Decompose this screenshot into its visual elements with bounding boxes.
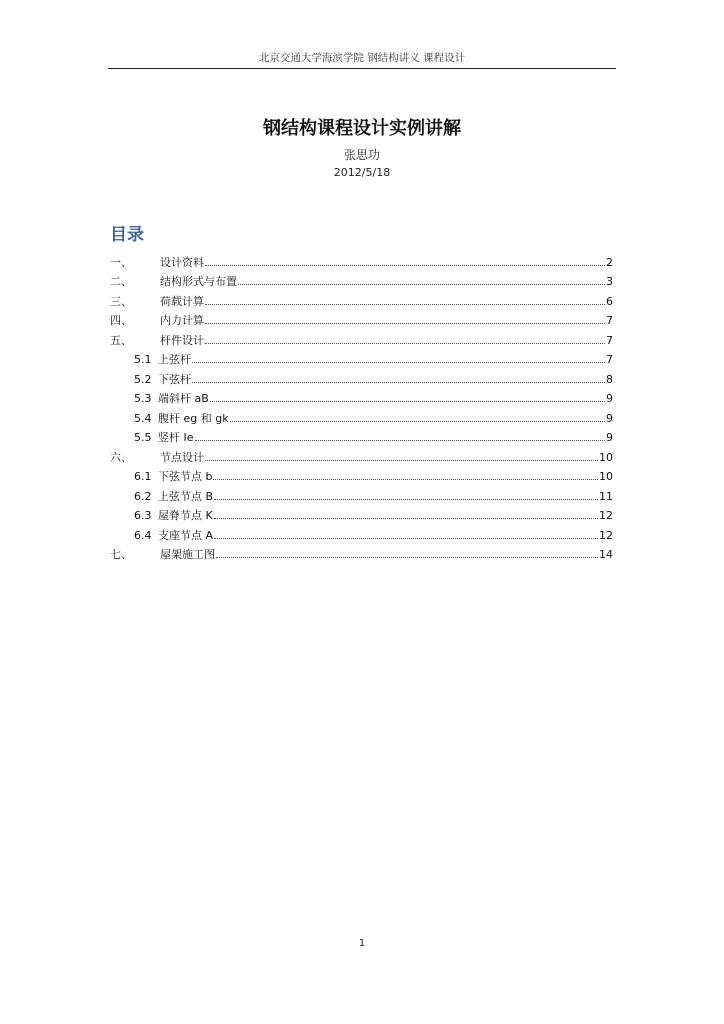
toc-entry-page: 10	[599, 450, 613, 464]
toc-dot-leader	[216, 557, 598, 558]
toc-entry-6-3[interactable]	[110, 503, 613, 523]
toc-entry-number: 5.4	[134, 411, 152, 425]
page-header: 北京交通大学海滨学院 钢结构讲义 课程设计	[258, 52, 466, 64]
toc-entry-number: 一、	[110, 255, 132, 269]
toc-entry-number: 5.1	[134, 353, 152, 366]
toc-entry-page: 7	[606, 333, 613, 347]
toc-entry-4[interactable]	[110, 308, 613, 328]
header-rule	[108, 68, 616, 69]
toc-entry-number: 四、	[110, 314, 132, 327]
toc-entry-2[interactable]	[110, 269, 613, 289]
toc-entry-label: 设计资料	[160, 255, 204, 269]
toc-dot-leader	[210, 401, 605, 402]
toc-entry-label: 内力计算	[160, 314, 204, 327]
toc-entry-7[interactable]	[110, 542, 613, 562]
toc-entry-number: 三、	[110, 294, 132, 308]
toc-dot-leader	[205, 323, 605, 324]
toc-entry-label: 支座节点 A	[158, 528, 214, 542]
toc-entry-page: 2	[606, 255, 613, 269]
toc-dot-leader	[230, 421, 605, 422]
toc-dot-leader	[205, 304, 605, 305]
toc-entry-6-2[interactable]	[110, 483, 613, 503]
toc-entry-label: 下弦杆	[158, 372, 191, 386]
toc-entry-label: 腹杆 eg 和 gk	[158, 411, 229, 425]
toc-entry-label: 屋架施工图	[160, 548, 215, 561]
toc-entry-number: 五、	[110, 333, 132, 347]
toc-entry-page: 8	[606, 372, 613, 386]
toc-entry-5-5[interactable]	[110, 425, 613, 445]
toc-entry-label: 屋脊节点 K	[158, 509, 213, 522]
toc-entry-number: 6.4	[134, 528, 152, 542]
toc-entry-label: 上弦杆	[158, 353, 191, 366]
toc-entry-label: 杆件设计	[160, 333, 204, 347]
toc-entry-label: 节点设计	[160, 450, 204, 464]
toc-entry-page: 9	[606, 392, 613, 405]
toc-entry-page: 9	[606, 431, 613, 444]
toc-entry-page: 3	[606, 275, 613, 288]
toc-entry-5-4[interactable]	[110, 405, 613, 425]
toc-dot-leader	[205, 265, 605, 266]
page-number: 1	[358, 938, 366, 949]
toc-entry-page: 7	[606, 314, 613, 327]
toc-entry-number: 5.5	[134, 431, 152, 444]
toc-entry-page: 12	[599, 528, 613, 542]
toc-dot-leader	[195, 440, 605, 441]
toc-dot-leader	[205, 460, 598, 461]
toc-dot-leader	[214, 518, 598, 519]
toc-entry-number: 七、	[110, 548, 132, 561]
document-author: 张思功	[343, 148, 380, 162]
toc-entry-page: 6	[606, 294, 613, 308]
toc-dot-leader	[214, 499, 598, 500]
toc-entry-6-4[interactable]	[110, 522, 613, 542]
toc-entry-5-3[interactable]	[110, 386, 613, 406]
toc-entry-number: 5.3	[134, 392, 152, 405]
toc-dot-leader	[192, 362, 605, 363]
toc-dot-leader	[192, 382, 605, 383]
document-date: 2012/5/18	[333, 166, 391, 179]
toc-entry-page: 14	[599, 548, 613, 561]
toc-entry-page: 11	[599, 489, 613, 503]
toc-dot-leader	[238, 284, 605, 285]
toc-entry-5-2[interactable]	[110, 366, 613, 386]
toc-entry-number: 6.2	[134, 489, 152, 503]
toc-entry-number: 二、	[110, 275, 132, 288]
toc-entry-5-1[interactable]	[110, 347, 613, 367]
toc-heading: 目录	[110, 225, 144, 245]
toc-entry-label: 下弦节点 b	[158, 470, 213, 483]
toc-entry-number: 6.1	[134, 470, 152, 483]
toc-entry-1[interactable]	[110, 249, 613, 269]
toc-entry-number: 5.2	[134, 372, 152, 386]
toc-entry-label: 荷载计算	[160, 294, 204, 308]
toc-dot-leader	[205, 343, 605, 344]
toc-dot-leader	[214, 538, 598, 539]
toc-entry-number: 六、	[110, 450, 132, 464]
toc-entry-page: 9	[606, 411, 613, 425]
toc-entry-page: 10	[599, 470, 613, 483]
toc-entry-number: 6.3	[134, 509, 152, 522]
toc-entry-6[interactable]	[110, 444, 613, 464]
table-of-contents	[110, 249, 613, 561]
toc-entry-3[interactable]	[110, 288, 613, 308]
toc-entry-page: 12	[599, 509, 613, 522]
toc-entry-label: 竖杆 Ie	[158, 431, 194, 444]
toc-entry-5[interactable]	[110, 327, 613, 347]
toc-entry-label: 结构形式与布置	[160, 275, 237, 288]
toc-dot-leader	[213, 479, 598, 480]
document-title: 钢结构课程设计实例讲解	[263, 118, 461, 139]
toc-entry-page: 7	[606, 353, 613, 366]
toc-entry-label: 上弦节点 B	[158, 489, 214, 503]
toc-entry-label: 端斜杆 aB	[158, 392, 209, 405]
toc-entry-6-1[interactable]	[110, 464, 613, 484]
